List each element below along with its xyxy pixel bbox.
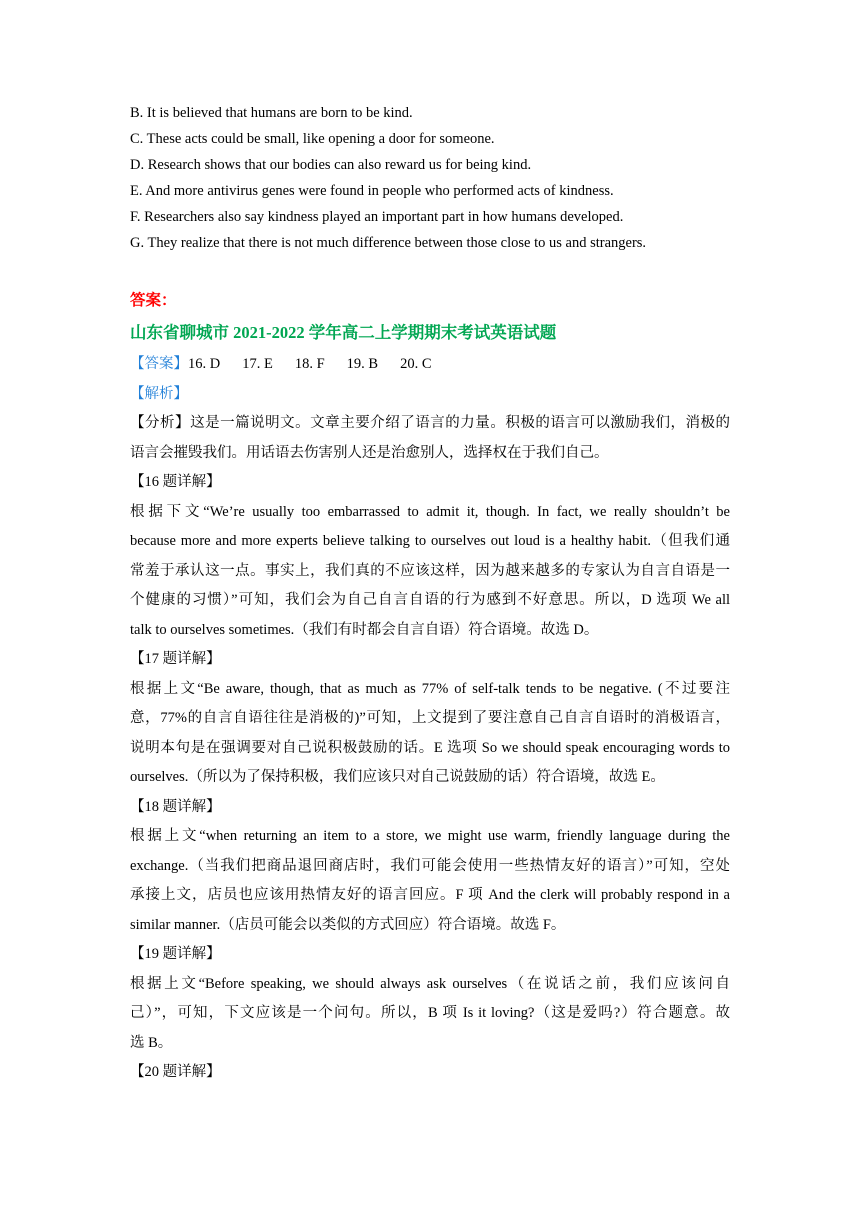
option-f: F. Researchers also say kindness played an important part in how humans developed. — [130, 209, 624, 225]
exam-title: 山东省聊城市 2021-2022 学年高二上学期期末考试英语试题 — [130, 323, 557, 342]
options-list — [130, 100, 730, 256]
q16-line: talk to ourselves sometimes.（我们有时都会自言自语）符合语境。故选 D。 — [130, 621, 599, 638]
q18-line: similar manner.（店员可能会以类似的方式回应）符合语境。故选 F。 — [130, 916, 566, 933]
answer-19: 19. B — [346, 356, 379, 372]
summary-tag: 【分析】 — [130, 415, 191, 431]
summary-line-1: 【分析】这是一篇说明文。文章主要介绍了语言的力量。积极的语言可以激励我们，消极的 — [130, 415, 731, 431]
answer-20: 20. C — [400, 356, 432, 372]
q17-line: 说明本句是在强调要对自己说积极鼓励的话。E 选项 So we should speak encouraging words to — [130, 739, 730, 756]
q16-header: 【16 题详解】 — [130, 474, 221, 490]
q16-line: 个健康的习惯）”可知，我们会为自己自言自语的行为感到不好意思。所以，D 选项 We all — [130, 592, 730, 608]
q18-header: 【18 题详解】 — [130, 798, 221, 815]
q18-line: exchange.（当我们把商品退回商店时，我们可能会使用一些热情友好的语言）”可知，空处 — [130, 857, 730, 874]
q19-line: 根据上文“Before speaking, we should always ask ourselves（在说话之前，我们应该问自 — [130, 975, 730, 992]
answer-label: 答案： — [130, 292, 177, 309]
answer-tag: 【答案】 — [130, 356, 188, 372]
q17-line: ourselves.（所以为了保持积极，我们应该只对自己说鼓励的话）符合语境，故选 E。 — [130, 769, 665, 785]
q20-header: 【20 题详解】 — [130, 1064, 221, 1080]
q19-line: 选 B。 — [130, 1034, 173, 1051]
answer-16: 16. D — [188, 356, 221, 372]
q17-line: 根据上文“Be aware, though, that as much as 77% of self-talk tends to be negative. (不过要注 — [130, 680, 730, 697]
answer-17: 17. E — [242, 356, 273, 372]
q19-header: 【19 题详解】 — [130, 946, 221, 962]
option-d: D. Research shows that our bodies can also reward us for being kind. — [130, 157, 532, 173]
q19-line: 己）”，可知，下文应该是一个问句。所以，B 项 Is it loving?（这是爱吗?）符合题意。故 — [130, 1005, 730, 1021]
q16-line: 常羞于承认这一点。事实上，我们真的不应该这样，因为越来越多的专家认为自言自语是一 — [130, 562, 730, 579]
summary-line-2: 语言会摧毁我们。用话语去伤害别人还是治愈别人，选择权在于我们自己。 — [130, 444, 609, 461]
option-c: C. These acts could be small, like opening a door for someone. — [130, 131, 495, 147]
q18-line: 承接上文，店员也应该用热情友好的语言回应。F 项 And the clerk will probably respond in a — [130, 887, 730, 903]
q16-line: because more and more experts believe talking to ourselves out loud is a healthy habit.（但我们通 — [130, 533, 730, 549]
q17-line: 意，77%的自言自语往往是消极的)”可知，上文提到了要注意自己自言自语时的消极语言， — [130, 710, 730, 726]
answer-key — [130, 350, 730, 380]
answer-18: 18. F — [294, 356, 325, 372]
q18-line: 根据上文“when returning an item to a store, we might use warm, friendly language during the — [130, 828, 730, 844]
analysis-tag: 【解析】 — [130, 385, 188, 402]
option-g: G. They realize that there is not much difference between those close to us and strangers. — [130, 235, 647, 251]
document-page — [130, 100, 730, 1088]
option-b: B. It is believed that humans are born to be kind. — [130, 105, 413, 121]
option-e: E. And more antivirus genes were found in people who performed acts of kindness. — [130, 183, 614, 199]
q16-line: 根据下文“We’re usually too embarrassed to admit it, though. In fact, we really shouldn’t be — [130, 503, 730, 520]
q17-header: 【17 题详解】 — [130, 651, 221, 667]
